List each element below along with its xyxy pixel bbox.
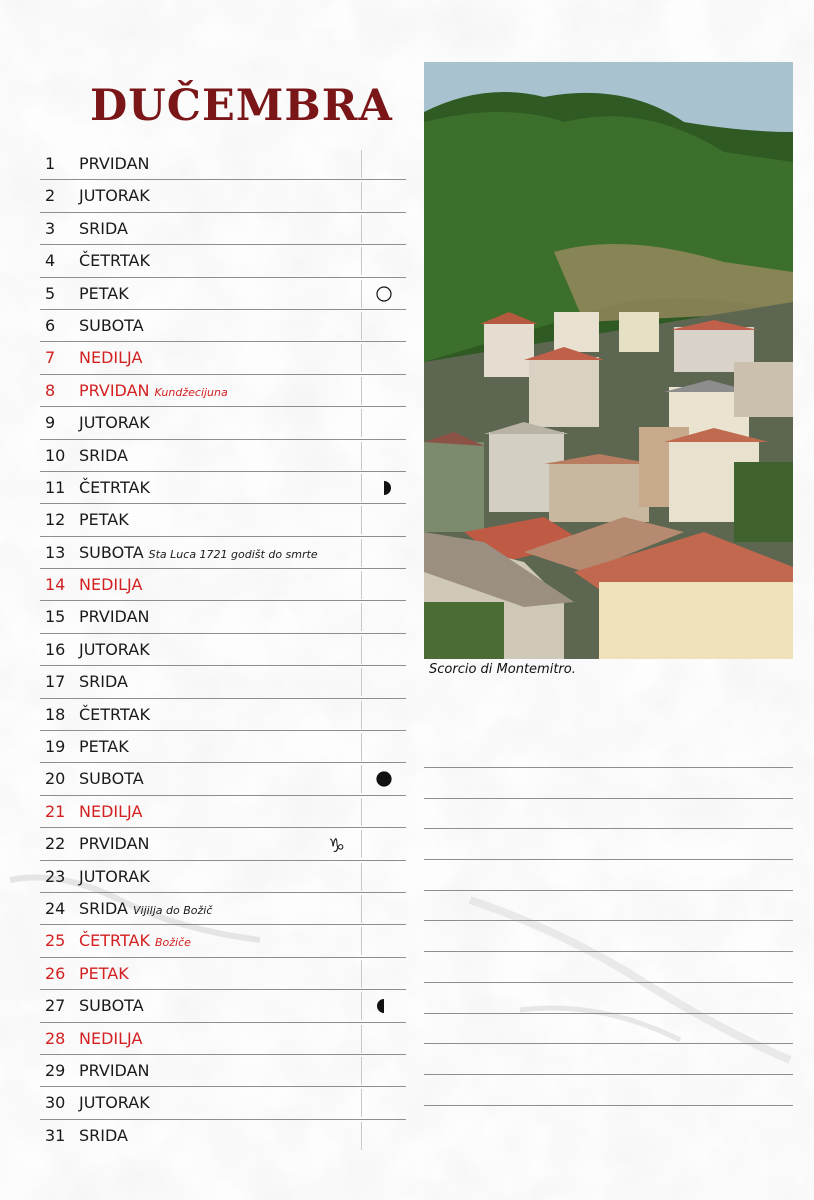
day-number: 3 [45, 218, 56, 238]
column-divider [361, 1057, 362, 1085]
weekday-label: PETAK [79, 737, 129, 757]
weekday-label: PRVIDAN [79, 834, 150, 854]
weekday-label: JUTORAK [79, 639, 150, 659]
weekday-name [79, 640, 150, 659]
day-number: 29 [45, 1060, 66, 1080]
day-row [40, 537, 406, 569]
note-line [424, 1074, 793, 1105]
weekday-name [79, 186, 150, 205]
day-number: 23 [45, 866, 66, 886]
weekday-name [79, 219, 128, 238]
weekday-name [79, 607, 150, 626]
day-row [40, 763, 406, 795]
column-divider [361, 344, 362, 372]
day-note: Kundžecijuna [154, 385, 228, 399]
day-row [40, 796, 406, 828]
weekday-name [79, 316, 144, 335]
day-number: 26 [45, 963, 66, 983]
day-number: 31 [45, 1125, 66, 1145]
day-row [40, 278, 406, 310]
day-list [40, 148, 406, 1151]
weekday-name [79, 478, 150, 497]
column-divider [361, 603, 362, 631]
column-divider [361, 992, 362, 1020]
weekday-name [79, 543, 318, 562]
day-row [40, 828, 406, 860]
day-row [40, 472, 406, 504]
day-number: 5 [45, 283, 56, 303]
column-divider [361, 733, 362, 761]
first-quarter-icon [376, 998, 392, 1014]
weekday-label: ČETRTAK [79, 704, 150, 724]
day-row [40, 1087, 406, 1119]
day-number: 14 [45, 575, 66, 595]
weekday-label: NEDILJA [79, 801, 143, 821]
day-number: 15 [45, 607, 66, 627]
day-number: 19 [45, 737, 66, 757]
weekday-name [79, 1061, 150, 1080]
day-number: 30 [45, 1093, 66, 1113]
weekday-name [79, 510, 129, 529]
day-number: 4 [45, 251, 56, 271]
new-moon-icon [376, 771, 392, 787]
weekday-label: PRVIDAN [79, 380, 150, 400]
column-divider [361, 215, 362, 243]
day-note: Božiče [154, 936, 191, 950]
column-divider [361, 280, 362, 308]
weekday-name [79, 413, 150, 432]
day-number: 10 [45, 445, 66, 465]
note-line [424, 920, 793, 951]
weekday-name [79, 964, 129, 983]
day-number: 28 [45, 1028, 66, 1048]
weekday-label: PRVIDAN [79, 607, 150, 627]
day-row [40, 213, 406, 245]
note-line [424, 859, 793, 890]
weekday-name [79, 672, 128, 691]
note-line [424, 1043, 793, 1074]
note-line [424, 767, 793, 798]
column-divider [361, 863, 362, 891]
day-row [40, 1023, 406, 1055]
capricorn-icon: ♑ [328, 835, 346, 858]
day-row [40, 310, 406, 342]
weekday-label: SUBOTA [79, 996, 144, 1016]
weekday-label: SRIDA [79, 898, 128, 918]
day-note: Vijilja do Božič [132, 903, 213, 917]
weekday-name [79, 284, 129, 303]
column-divider [361, 927, 362, 955]
weekday-label: ČETRTAK [79, 931, 150, 951]
weekday-label: ČETRTAK [79, 477, 150, 497]
day-row [40, 861, 406, 893]
weekday-label: NEDILJA [79, 348, 143, 368]
weekday-name [79, 575, 142, 594]
weekday-label: SRIDA [79, 1125, 128, 1145]
note-line [424, 798, 793, 829]
column-divider [361, 247, 362, 275]
weekday-name [79, 1093, 150, 1112]
day-row [40, 958, 406, 990]
weekday-label: SUBOTA [79, 315, 144, 335]
column-divider [361, 830, 362, 858]
village-photo [424, 62, 793, 659]
column-divider [361, 1089, 362, 1117]
weekday-name [79, 705, 150, 724]
day-number: 9 [45, 413, 56, 433]
day-number: 18 [45, 704, 66, 724]
weekday-label: JUTORAK [79, 413, 150, 433]
day-row [40, 148, 406, 180]
weekday-label: JUTORAK [79, 866, 150, 886]
weekday-name [79, 867, 150, 886]
day-number: 17 [45, 672, 66, 692]
day-number: 24 [45, 898, 66, 918]
weekday-label: JUTORAK [79, 1093, 150, 1113]
day-row [40, 925, 406, 957]
village-photo-illustration [424, 62, 793, 659]
note-line [424, 1013, 793, 1044]
weekday-label: NEDILJA [79, 575, 143, 595]
weekday-label: SUBOTA [79, 769, 144, 789]
weekday-label: PETAK [79, 283, 129, 303]
column-divider [361, 765, 362, 793]
weekday-label: PRVIDAN [79, 154, 150, 173]
last-quarter-icon [376, 480, 392, 496]
weekday-label: PETAK [79, 510, 129, 530]
weekday-name [79, 996, 144, 1015]
day-row [40, 504, 406, 536]
column-divider [361, 636, 362, 664]
weekday-name [79, 737, 129, 756]
day-number: 2 [45, 186, 56, 206]
weekday-name [79, 1029, 142, 1048]
day-number: 22 [45, 834, 66, 854]
weekday-label: NEDILJA [79, 1028, 143, 1048]
weekday-label: PRVIDAN [79, 1060, 150, 1080]
weekday-name [79, 769, 144, 788]
day-row [40, 990, 406, 1022]
column-divider [361, 474, 362, 502]
column-divider [361, 539, 362, 567]
column-divider [361, 571, 362, 599]
day-row [40, 180, 406, 212]
note-line [424, 828, 793, 859]
weekday-label: PETAK [79, 963, 129, 983]
column-divider [361, 409, 362, 437]
day-number: 11 [45, 477, 66, 497]
day-row [40, 731, 406, 763]
day-row [40, 342, 406, 374]
day-number: 12 [45, 510, 66, 530]
day-row [40, 666, 406, 698]
day-number: 20 [45, 769, 66, 789]
weekday-name [79, 802, 142, 821]
weekday-label: SRIDA [79, 218, 128, 238]
day-number: 21 [45, 801, 66, 821]
day-row [40, 699, 406, 731]
weekday-name [79, 251, 150, 270]
note-line [424, 890, 793, 921]
weekday-name [79, 834, 150, 853]
weekday-label: SRIDA [79, 445, 128, 465]
month-title: DUČEMBRA [90, 81, 393, 131]
day-row [40, 375, 406, 407]
day-row [40, 1120, 406, 1151]
column-divider [361, 798, 362, 826]
day-number: 25 [45, 931, 66, 951]
column-divider [361, 442, 362, 470]
column-divider [361, 701, 362, 729]
note-line [424, 982, 793, 1013]
weekday-name [79, 931, 191, 950]
day-number: 1 [45, 154, 56, 173]
column-divider [361, 182, 362, 210]
weekday-name [79, 446, 128, 465]
weekday-label: SUBOTA [79, 542, 144, 562]
weekday-label: ČETRTAK [79, 251, 150, 271]
column-divider [361, 668, 362, 696]
weekday-name [79, 154, 150, 173]
column-divider [361, 1025, 362, 1053]
column-divider [361, 960, 362, 988]
day-number: 6 [45, 315, 56, 335]
day-row [40, 634, 406, 666]
column-divider [361, 312, 362, 340]
weekday-name [79, 381, 228, 400]
day-row [40, 893, 406, 925]
day-row [40, 1055, 406, 1087]
day-number: 13 [45, 542, 66, 562]
weekday-name [79, 1126, 128, 1145]
day-row [40, 569, 406, 601]
day-row [40, 440, 406, 472]
day-number: 7 [45, 348, 56, 368]
weekday-name [79, 899, 212, 918]
day-row [40, 407, 406, 439]
day-number: 27 [45, 996, 66, 1016]
weekday-label: SRIDA [79, 672, 128, 692]
note-line [424, 951, 793, 982]
note-line [424, 1105, 793, 1136]
day-number: 8 [45, 380, 56, 400]
day-note: Sta Luca 1721 godišt do smrte [148, 547, 318, 561]
column-divider [361, 377, 362, 405]
column-divider [361, 506, 362, 534]
day-number: 16 [45, 639, 66, 659]
column-divider [361, 895, 362, 923]
notes-lines [424, 767, 793, 1135]
photo-caption: Scorcio di Montemitro. [429, 662, 576, 677]
column-divider [361, 150, 362, 178]
weekday-label: JUTORAK [79, 186, 150, 206]
full-moon-icon [376, 286, 392, 302]
day-row [40, 601, 406, 633]
day-row [40, 245, 406, 277]
weekday-name [79, 348, 142, 367]
column-divider [361, 1122, 362, 1150]
